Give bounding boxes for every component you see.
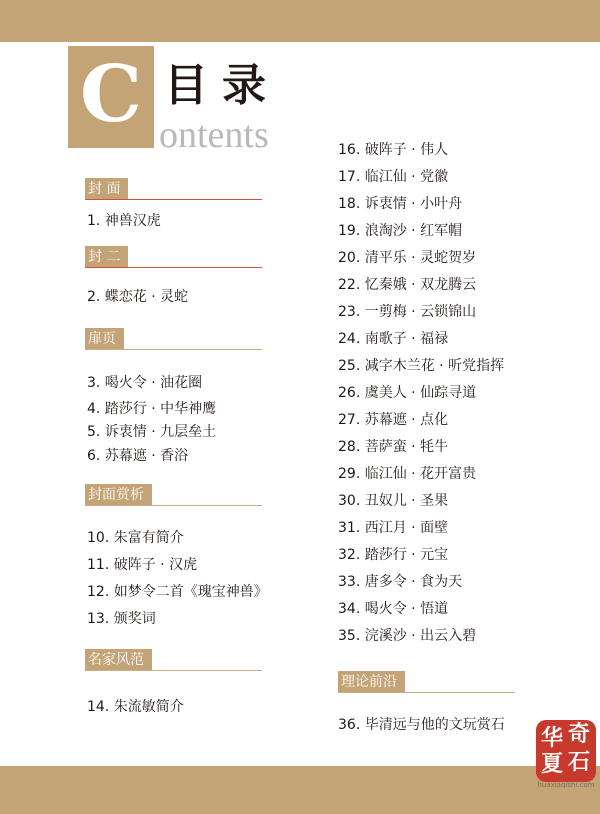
toc-entry[interactable]: 26. 虞美人 · 仙踪寻道 [338, 385, 477, 401]
toc-entry[interactable]: 24. 南歌子 · 福禄 [338, 331, 449, 347]
toc-entry[interactable]: 30. 丑奴儿 · 圣果 [338, 493, 449, 509]
toc-entry[interactable]: 32. 踏莎行 · 元宝 [338, 547, 449, 563]
section-header-cover [85, 178, 262, 200]
toc-entry[interactable]: 31. 西江月 · 面壁 [338, 520, 449, 536]
section-rule [85, 349, 262, 350]
toc-entry[interactable]: 18. 诉衷情 · 小叶舟 [338, 196, 463, 212]
toc-entry[interactable]: 3. 喝火令 · 油花圈 [87, 375, 203, 391]
toc-entry[interactable]: 25. 减字木兰花 · 听党指挥 [338, 358, 505, 374]
seal-char: 华 [541, 725, 564, 751]
toc-entry[interactable]: 13. 颁奖词 [87, 611, 156, 627]
bottom-decorative-band [0, 766, 600, 814]
section-rule [85, 267, 262, 268]
section-label: 扉页 [85, 328, 124, 350]
section-label: 封 二 [85, 246, 128, 268]
section-rule [338, 692, 515, 693]
section-label: 理论前沿 [338, 671, 405, 693]
toc-entry[interactable]: 16. 破阵子 · 伟人 [338, 142, 449, 158]
toc-entry[interactable]: 17. 临江仙 · 党徽 [338, 169, 449, 185]
toc-entry[interactable]: 6. 苏幕遮 · 香浴 [87, 448, 189, 464]
toc-entry[interactable]: 4. 踏莎行 · 中华神鹰 [87, 401, 217, 417]
toc-entry[interactable]: 28. 菩萨蛮 · 牦牛 [338, 439, 449, 455]
section-rule [85, 670, 262, 671]
watermark-seal [536, 720, 596, 792]
toc-entry[interactable]: 1. 神兽汉虎 [87, 213, 161, 229]
seal-char: 石 [568, 749, 591, 775]
title-big-letter: C [79, 49, 143, 140]
seal-char: 夏 [541, 751, 564, 777]
toc-entry[interactable]: 12. 如梦令二首《瑰宝神兽》 [87, 584, 268, 600]
section-header-title-page [85, 328, 262, 350]
top-decorative-band [0, 0, 600, 42]
section-label: 名家风范 [85, 649, 152, 671]
section-header-inside-cover [85, 246, 262, 268]
section-label: 封 面 [85, 178, 128, 200]
toc-entry[interactable]: 35. 浣溪沙 · 出云入碧 [338, 628, 477, 644]
seal-char: 奇 [568, 721, 591, 747]
toc-entry[interactable]: 19. 浪淘沙 · 红军帽 [338, 223, 463, 239]
section-header-cover-analysis [85, 484, 262, 506]
section-rule [85, 199, 262, 200]
section-rule [85, 505, 262, 506]
watermark-url: huaxiaqishi.com [537, 781, 595, 789]
toc-entry[interactable]: 2. 蝶恋花 · 灵蛇 [87, 289, 189, 305]
toc-entry[interactable]: 10. 朱富有简介 [87, 530, 184, 546]
section-label: 封面赏析 [85, 484, 152, 506]
toc-entry[interactable]: 11. 破阵子 · 汉虎 [87, 557, 198, 573]
toc-entry[interactable]: 5. 诉衷情 · 九层垒土 [87, 424, 217, 440]
toc-entry[interactable]: 23. 一剪梅 · 云锁锦山 [338, 304, 477, 320]
toc-entry[interactable]: 34. 喝火令 · 悟道 [338, 601, 449, 617]
page-subtitle: ontents [159, 114, 269, 156]
toc-entry[interactable]: 20. 清平乐 · 灵蛇贺岁 [338, 250, 477, 266]
section-header-theory-frontier [338, 671, 515, 693]
toc-entry[interactable]: 27. 苏幕遮 · 点化 [338, 412, 449, 428]
toc-entry[interactable]: 33. 唐多令 · 食为天 [338, 574, 463, 590]
toc-entry[interactable]: 29. 临江仙 · 花开富贵 [338, 466, 477, 482]
section-header-masters [85, 649, 262, 671]
page-title: 目录 [164, 60, 280, 111]
toc-entry[interactable]: 22. 忆秦娥 · 双龙腾云 [338, 277, 477, 293]
toc-entry[interactable]: 36. 毕清远与他的文玩赏石 [338, 717, 505, 733]
toc-entry[interactable]: 14. 朱流敏简介 [87, 699, 184, 715]
